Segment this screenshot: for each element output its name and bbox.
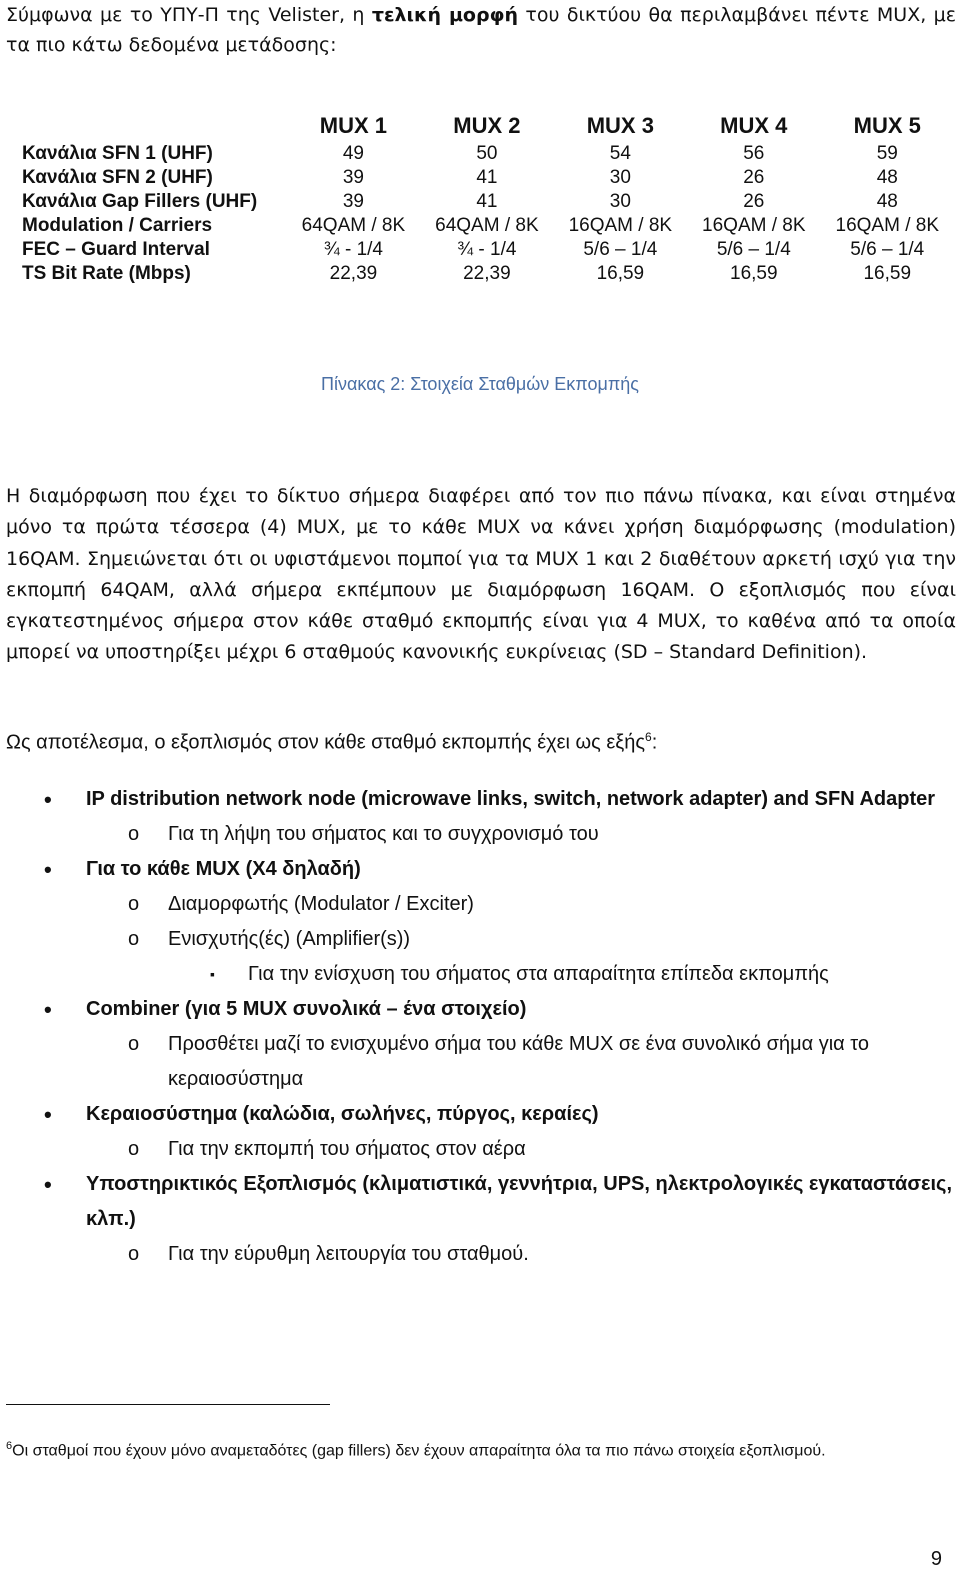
bullet-icon: • xyxy=(44,1102,52,1127)
list-item xyxy=(0,1237,960,1272)
table-row-label: Modulation / Carriers xyxy=(22,215,213,236)
list-item-text: Για την εύρυθμη λειτουργία του σταθμού. xyxy=(168,1243,529,1265)
result-line xyxy=(6,722,956,758)
square-bullet-icon: ▪ xyxy=(210,966,215,982)
circle-bullet-icon: o xyxy=(128,1138,140,1160)
table-cell: 16QAM / 8K xyxy=(568,215,673,236)
page-number: 9 xyxy=(930,1548,942,1570)
table-header-cell: MUX 4 xyxy=(720,113,788,138)
table-header-cell xyxy=(10,110,287,142)
table-cell: 48 xyxy=(876,167,898,188)
intro-paragraph xyxy=(6,0,956,60)
list-item-text: Για το κάθε MUX (X4 δηλαδή) xyxy=(86,858,361,880)
list-item-text: Για την ενίσχυση του σήματος στα απαραίτητα επίπεδα εκπομπής xyxy=(248,963,829,985)
table-row-label: Κανάλια SFN 2 (UHF) xyxy=(22,167,213,188)
table-cell: 16,59 xyxy=(863,263,912,284)
circle-bullet-icon: o xyxy=(128,893,140,915)
table-cell: 22,39 xyxy=(463,263,511,284)
footnote xyxy=(6,1432,946,1465)
intro-text-start: Σύμφωνα με το ΥΠΥ-Π της Velister, η xyxy=(6,4,372,26)
table-cell: 26 xyxy=(743,167,765,188)
list-item xyxy=(0,957,960,992)
table-row xyxy=(10,142,954,166)
table-row xyxy=(10,262,954,286)
table-row xyxy=(10,190,954,214)
table-row-label: TS Bit Rate (Mbps) xyxy=(22,263,191,284)
body-paragraph: Η διαμόρφωση που έχει το δίκτυο σήμερα διαφέρει από τον πιο πάνω πίνακα, και είναι στημένα μόνο τα πρώτα τέσσερα (4) MUX, με το κάθε MUX να κάνει χρήση διαμόρφωσης (modulation) 16QAM. Σημειώνεται ότι οι υφιστάμενοι πομποί για τα MUX 1 και 2 διαθέτουν αρκετή ισχύ για την εκπομπή 64QAM, αλλά σήμερα εκπέμπουν με διαμόρφωση 16QAM. Ο εξοπλισμός που είναι εγκατεστημένος σήμερα στον κάθε σταθμό εκπομπής είναι για 4 MUX, το καθένα από τα οποία μπορεί να υποστηρίξει μέχρι 6 σταθμούς κανονικής ευκρίνειας (SD – Standard Definition). xyxy=(6,485,956,664)
table-cell: 16QAM / 8K xyxy=(835,215,939,236)
equipment-list xyxy=(0,782,960,1272)
table-cell: 54 xyxy=(609,143,631,164)
list-item xyxy=(0,1027,960,1097)
result-line-colon: : xyxy=(651,731,658,754)
table-cell: 41 xyxy=(476,191,498,212)
list-item-text: Για την εκπομπή του σήματος στον αέρα xyxy=(168,1138,526,1160)
bullet-icon: • xyxy=(44,1172,52,1197)
table-cell: 49 xyxy=(342,143,364,164)
table-row xyxy=(10,238,954,262)
list-item xyxy=(0,1132,960,1167)
table-cell: 16,59 xyxy=(596,263,645,284)
table-cell: 16,59 xyxy=(730,263,778,284)
list-item xyxy=(0,852,960,887)
table-row-label: Κανάλια SFN 1 (UHF) xyxy=(22,143,213,164)
table-cell: 59 xyxy=(876,143,898,164)
table-cell: 22,39 xyxy=(329,263,378,284)
footnote-number: 6 xyxy=(6,1440,13,1452)
list-item-text: Υποστηρικτικός Εξοπλισμός (κλιματιστικά, γεννήτρια, UPS, ηλεκτρολογικές εγκαταστάσεις, κλπ.) xyxy=(86,1173,953,1230)
list-item xyxy=(0,817,960,852)
list-item-text: Για τη λήψη του σήματος και το συγχρονισμό του xyxy=(168,823,599,845)
table-row xyxy=(10,214,954,238)
table-cell: 30 xyxy=(609,167,631,188)
table-header-cell: MUX 2 xyxy=(453,113,521,138)
table-cell: 41 xyxy=(476,167,498,188)
table-cell: 5/6 – 1/4 xyxy=(716,239,791,260)
table-caption: Πίνακας 2: Στοιχεία Σταθμών Εκπομπής xyxy=(321,374,639,394)
table-cell: 5/6 – 1/4 xyxy=(583,239,658,260)
circle-bullet-icon: o xyxy=(128,1033,140,1055)
circle-bullet-icon: o xyxy=(128,928,140,950)
transmission-spec-table xyxy=(10,110,954,313)
list-item-text: Προσθέτει μαζί το ενισχυμένο σήμα του κάθε MUX σε ένα συνολικό σήμα για το κεραιοσύστημα xyxy=(168,1033,870,1090)
list-item-text: IP distribution network node (microwave links, switch, network adapter) and SFN Adapter xyxy=(86,788,936,810)
table-header-cell: MUX 1 xyxy=(319,113,388,138)
list-item xyxy=(0,1097,960,1132)
table-header-cell: MUX 5 xyxy=(853,113,921,138)
footnote-separator xyxy=(6,1404,330,1405)
intro-bold-text: τελική μορφή xyxy=(371,4,518,26)
table-cell: 64QAM / 8K xyxy=(301,215,406,236)
circle-bullet-icon: o xyxy=(128,1243,140,1265)
table-cell: 5/6 – 1/4 xyxy=(850,239,925,260)
table-cell: 26 xyxy=(743,191,765,212)
list-item xyxy=(0,992,960,1027)
intro-text-end: του δικτύου θα περιλαμβάνει πέντε MUX, με τα πιο κάτω δεδομένα μετάδοσης: xyxy=(6,4,957,56)
table-cell: 30 xyxy=(609,191,631,212)
table-cell: 39 xyxy=(342,167,364,188)
list-item xyxy=(0,887,960,922)
table-cell: 16QAM / 8K xyxy=(702,215,806,236)
list-item xyxy=(0,782,960,817)
footnote-text: Οι σταθμοί που έχουν μόνο αναμεταδότες (gap fillers) δεν έχουν απαραίτητα όλα τα πιο πάνω στοιχεία εξοπλισμού. xyxy=(12,1442,826,1460)
bullet-icon: • xyxy=(44,857,52,882)
list-item-text: Κεραιοσύστημα (καλώδια, σωλήνες, πύργος, κεραίες) xyxy=(86,1103,599,1125)
table-cell: 64QAM / 8K xyxy=(435,215,539,236)
table-cell: 48 xyxy=(876,191,898,212)
table-header-row xyxy=(10,110,954,142)
table-cell: ¾ - 1/4 xyxy=(323,239,383,260)
circle-bullet-icon: o xyxy=(128,823,140,845)
table-row-label: FEC – Guard Interval xyxy=(22,239,210,260)
table-cell: 56 xyxy=(743,143,765,164)
table-header-cell: MUX 3 xyxy=(586,113,654,138)
list-item xyxy=(0,1167,960,1237)
result-line-text: Ως αποτέλεσμα, ο εξοπλισμός στον κάθε σταθμό εκπομπής έχει ως εξής xyxy=(6,731,645,754)
list-item xyxy=(0,922,960,957)
list-item-text: Combiner (για 5 MUX συνολικά – ένα στοιχείο) xyxy=(86,998,527,1020)
table-row xyxy=(10,166,954,190)
table-cell: 39 xyxy=(342,191,364,212)
table-cell: 50 xyxy=(476,143,498,164)
footnote-reference: 6 xyxy=(645,730,652,744)
bullet-icon: • xyxy=(44,997,52,1022)
list-item-text: Ενισχυτής(ές) (Amplifier(s)) xyxy=(168,928,411,950)
table-row-label: Κανάλια Gap Fillers (UHF) xyxy=(22,191,258,212)
table-cell: ¾ - 1/4 xyxy=(457,239,517,260)
list-item-text: Διαμορφωτής (Modulator / Exciter) xyxy=(168,893,474,915)
bullet-icon: • xyxy=(44,787,52,812)
